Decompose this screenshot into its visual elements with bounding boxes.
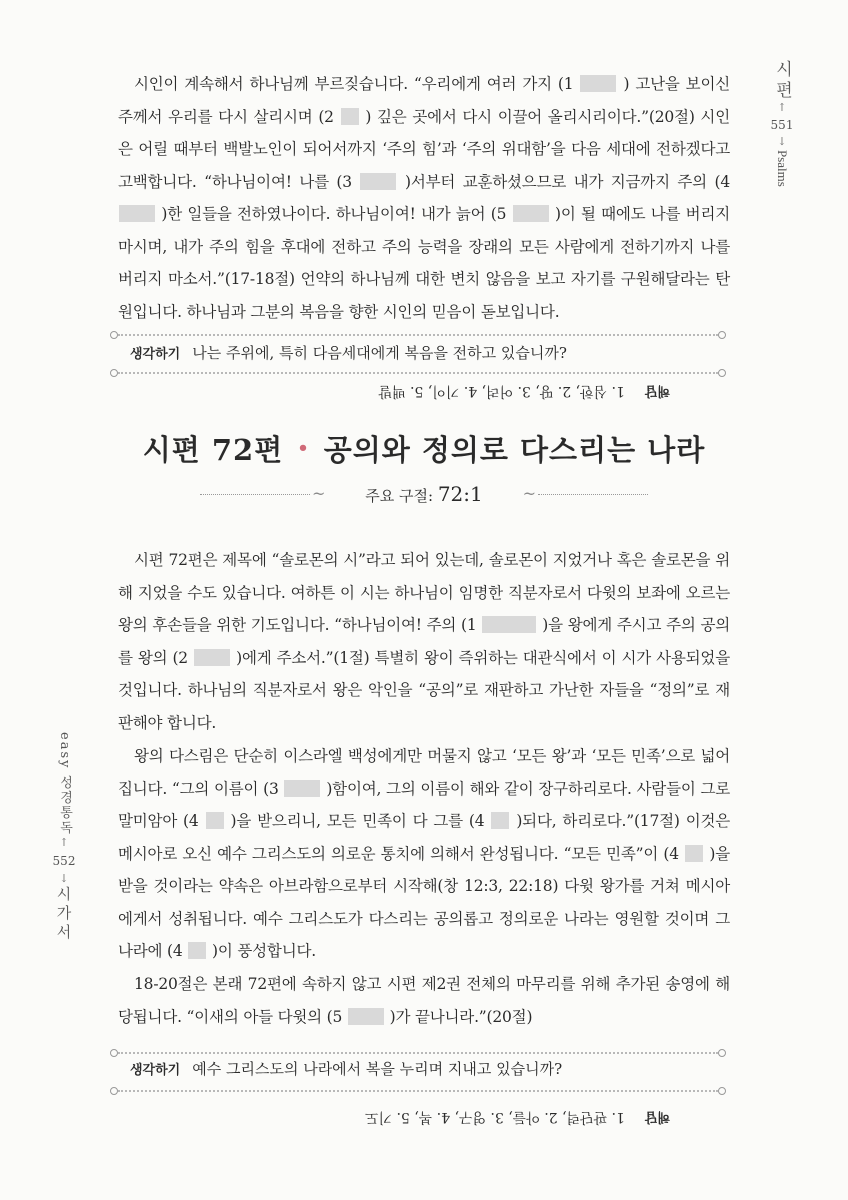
fill-in-blank[interactable]	[491, 812, 509, 829]
think-label: 생각하기	[130, 1063, 181, 1078]
answer-text: 1. 판단력, 2. 아들, 3. 영구, 4. 복, 5. 기도	[364, 1109, 625, 1125]
paragraph: 18-20절은 본래 72편에 속하지 않고 시편 제2권 전체의 마무리를 위해 추가된 송영에 해당됩니다. “이새의 아들 다윗의 (5 )가 끝나니라.”(20절)	[118, 975, 730, 1026]
answer-text: 1. 심한, 2. 땅, 3. 어려, 4. 기이, 5. 백발	[378, 383, 625, 399]
fill-in-blank[interactable]	[188, 942, 206, 959]
think-box	[130, 342, 710, 363]
think-text: 나는 주위에, 특히 다음세대에게 복음을 전하고 있습니까?	[192, 344, 567, 362]
paragraph: 시편 72편은 제목에 “솔로몬의 시”라고 되어 있는데, 솔로몬이 지었거나 혹은 솔로몬을 위해 지었을 수도 있습니다. 여하튼 이 시는 하나님이 임명한 직분자로서 다윗의 보좌에 오르는 왕의 후손들을 위한 기도입니다. “하나님이여! 주의 (1 )을 왕에게 주시고 주의 공의를 왕의 (2 )에게 주소서.”(1절) 특별히 왕이 즉위하는 대관식에서 이 시가 사용되었을 것입니다. 하나님의 직분자로서 왕은 악인을 “공의”로 재판하고 가난한 자들을 “정의”로 재판해야 합니다.	[118, 551, 731, 732]
arrow-up-icon: ↑	[777, 101, 787, 114]
title-bullet: •	[297, 438, 310, 459]
divider	[118, 372, 718, 374]
fill-in-blank[interactable]	[119, 205, 155, 222]
divider	[118, 1052, 718, 1054]
answer-label: 해답	[644, 383, 670, 398]
answer-label: 해답	[644, 1109, 670, 1124]
running-head-right	[762, 60, 802, 187]
answer-key	[130, 382, 670, 402]
fill-in-blank[interactable]	[206, 812, 224, 829]
answer-key	[130, 1108, 670, 1128]
arrow-down-icon: ↓	[777, 135, 787, 148]
key-verse: ~ 주요 구절: 72:1 ~	[200, 482, 648, 508]
section-label: 시편	[772, 60, 792, 102]
flourish-icon: ~	[522, 484, 536, 503]
page-number: 552	[52, 853, 76, 868]
running-head-left	[44, 732, 84, 943]
key-verse-ref: 72:1	[437, 482, 483, 506]
fill-in-blank[interactable]	[482, 616, 536, 633]
book-title: easy 성경통독	[57, 732, 72, 836]
divider	[118, 334, 718, 336]
fill-in-blank[interactable]	[341, 108, 359, 125]
chapter-title: 시편 72편 • 공의와 정의로 다스리는 나라	[142, 433, 706, 467]
divider	[118, 1090, 718, 1092]
fill-in-blank[interactable]	[580, 75, 616, 92]
arrow-up-icon: ↑	[59, 835, 69, 849]
think-text: 예수 그리스도의 나라에서 복을 누리며 지내고 있습니까?	[192, 1060, 563, 1078]
section-label: 시가서	[54, 885, 73, 943]
section-english: Psalms	[775, 150, 790, 187]
ornament-line	[538, 494, 648, 495]
fill-in-blank[interactable]	[513, 205, 549, 222]
paragraph: 왕의 다스림은 단순히 이스라엘 백성에게만 머물지 않고 ‘모든 왕’과 ‘모든 민족’으로 넓어집니다. “그의 이름이 (3 )함이여, 그의 이름이 해와 같이 장구하리로다. 사람들이 그로 말미암아 (4 )을 받으리니, 모든 민족이 다 그를 (4 )되다, 하리로다.”(17절) 이것은 메시아로 오신 예수 그리스도의 의로운 통치에 의해서 완성됩니다. “모든 민족”이 (4 )을 받을 것이라는 약속은 아브라함으로부터 시작해(창 12:3, 22:18) 다윗 왕가를 거쳐 메시아에게서 성취됩니다. 예수 그리스도가 다스리는 공의롭고 정의로운 나라는 영원할 것이며 그 나라에 (4 )이 풍성합니다.	[118, 747, 731, 960]
fill-in-blank[interactable]	[360, 173, 396, 190]
fill-in-blank[interactable]	[685, 845, 703, 862]
arrow-down-icon: ↓	[59, 871, 69, 885]
think-label: 생각하기	[130, 347, 181, 362]
fill-in-blank[interactable]	[194, 649, 230, 666]
page-number: 551	[770, 118, 794, 132]
paragraph: 시인이 계속해서 하나님께 부르짖습니다. “우리에게 여러 가지 (1 ) 고난을 보이신 주께서 우리를 다시 살리시며 (2 ) 깊은 곳에서 다시 이끌어 올리시리이다.”(20절) 시인은 어릴 때부터 백발노인이 되어서까지 ‘주의 힘’과 ‘주의 위대함’을 다음 세대에 전하겠다고 고백합니다. “하나님이여! 나를 (3 )서부터 교훈하셨으므로 내가 지금까지 주의 (4 )한 일들을 전하였나이다. 하나님이여! 내가 늙어 (5 )이 될 때에도 나를 버리지 마시며, 내가 주의 힘을 후대에 전하고 주의 능력을 장래의 모든 사람에게 전하기까지 나를 버리지 마소서.”(17-18절) 언약의 하나님께 대한 변치 않음을 보고 자기를 구원해달라는 탄원입니다. 하나님과 그분의 복음을 향한 시인의 믿음이 돋보입니다.	[118, 75, 730, 321]
fill-in-blank[interactable]	[348, 1008, 384, 1025]
think-box	[130, 1058, 710, 1079]
fill-in-blank[interactable]	[284, 780, 320, 797]
flourish-icon: ~	[312, 484, 326, 503]
